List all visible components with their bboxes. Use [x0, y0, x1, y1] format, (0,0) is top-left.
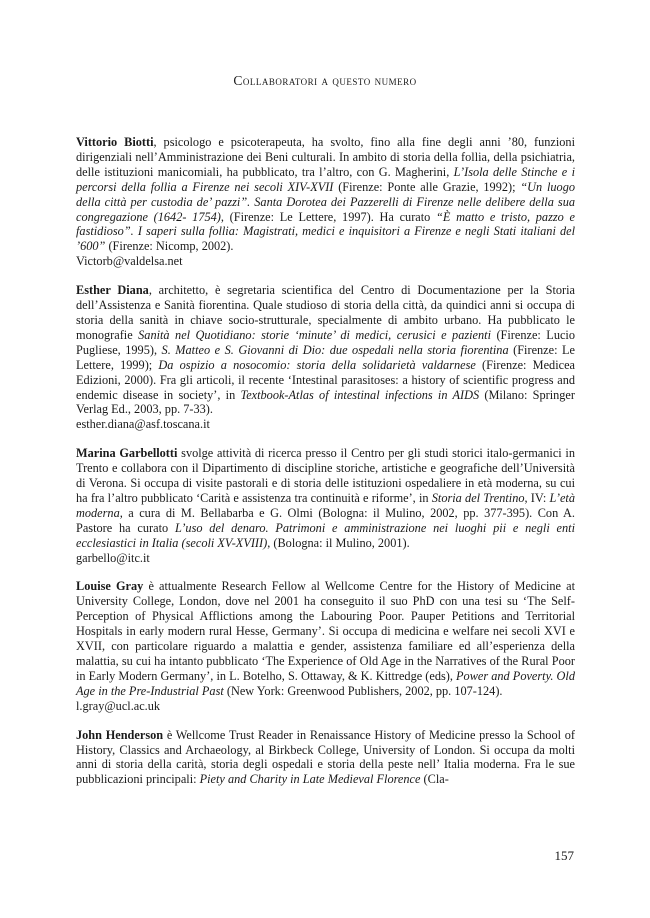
contributor-email[interactable]: esther.diana@asf.toscana.it — [76, 417, 210, 432]
bio-text: (Firenze: Ponte alle Grazie, 1992); — [333, 179, 521, 194]
contributor-entry — [76, 283, 575, 432]
title-italic: L’uso del denaro. Patrimoni e amministrazione nei luoghi pii e negli enti ecclesiastici in Italia (secoli XV-XVIII) — [76, 520, 575, 550]
contributor-entry — [76, 135, 575, 269]
bio-text: è attualmente Research Fellow al Wellcome Centre for the History of Medicine at University College, London, dove nel 2001 ha conseguito il suo PhD con una tesi su ‘The Self-Perception of Physical Afflictions among the Labouring Poor. Pauper Petitions and Territorial Hospitals in early modern rural Hesse, Germany’. Si occupa di medicina e welfare nei secoli XVI e XVII, con particolare riguardo a malattia e gender, assistenza familiare ed all’esperienza della malattia, su cui ha intanto pubblicato ‘The Experience of Old Age in the Narratives of the Rural Poor in Early Modern Germany’, in L. Botelho, S. Ottaway, & K. Kittredge (eds), — [76, 579, 575, 683]
contributor-entry — [76, 579, 575, 713]
title-italic: Sanità nel Quotidiano: storie ‘minute’ di medici, cerusici e pazienti — [138, 327, 491, 342]
bio-text: , (Firenze: Le Lettere, 1997). Ha curato — [220, 209, 437, 224]
bio-text: (Firenze: Lucio Pugliese, 1995), — [76, 327, 575, 357]
bio-text: a cura di M. Bellabarba e G. Olmi (Bologna: il Mulino, 2002, pp. 377-395). Con A. Pastore ha curato — [76, 505, 575, 535]
contributor-email[interactable]: garbello@itc.it — [76, 550, 150, 565]
title-italic: L’Isola delle Stinche e i percorsi della follia a Firenze nei secoli XIV-XVII — [76, 164, 575, 194]
title-italic: Textbook-Atlas of intestinal infections in AIDS — [240, 387, 480, 402]
title-italic: S. Matteo e S. Giovanni di Dio: due ospedali nella storia fiorentina — [161, 342, 509, 357]
contributor-name: John Henderson — [76, 727, 164, 742]
bio-text: (Milano: Springer Verlag Ed., 2003, pp. 7-33). — [76, 387, 575, 417]
title-italic: “Un luogo della città per custodia de’ pazzi”. Santa Dorotea dei Pazzerelli di Firenze nelle delibere della sua congregazione (1642- 1754) — [76, 179, 575, 224]
title-italic: Storia del Trentino — [431, 490, 525, 505]
title-italic: Power and Poverty. Old Age in the Pre-Industrial Past — [76, 668, 575, 698]
bio-text: (New York: Greenwood Publishers, 2002, pp. 107-124). — [223, 683, 503, 698]
running-head: Collaboratori a questo numero — [233, 73, 417, 88]
contributor-email[interactable]: l.gray@ucl.ac.uk — [76, 698, 161, 713]
bio-text: svolge attività di ricerca presso il Centro per gli studi storici italo-germanici in Trento e collabora con il Dipartimento di discipline storiche, artistiche e geografiche dell’Università di Verona. Si occupa di visite pastorali e di storia delle istituzioni ospedaliere in età moderna, su cui ha fra l’altro pubblicato ‘Carità e assistenza tra continuità e riforme’, in — [76, 446, 575, 505]
bio-text: (Firenze: Le Lettere, 1999); — [76, 342, 575, 372]
title-italic: “È matto e tristo, pazzo e fastidioso”. I saperi sulla follia: Magistrati, medici e inquisitori a Firenze e negli Stati italiani del ’600” — [76, 209, 575, 254]
bio-text: (Cla- — [420, 772, 449, 787]
title-italic: Piety and Charity in Late Medieval Florence — [199, 772, 421, 787]
bio-text: , psicologo e psicoterapeuta, ha svolto, fino alla fine degli anni ’80, funzioni dirigenziali nell’Amministrazione dei Beni culturali. In ambito di storia della follia, della psichiatria, delle istituzioni manicomiali, ha pubblicato, tra l’altro, con G. Magherini, — [76, 135, 575, 179]
bio-text: (Firenze: Medicea Edizioni, 2000). Fra gli articoli, il recente ‘Intestinal parasitoses: a history of scientific progress and endemic disease in society’, in — [76, 357, 575, 402]
bio-text: , IV: — [524, 490, 550, 505]
contributor-entry — [76, 446, 575, 565]
contributor-entry — [76, 728, 575, 788]
contributor-name: Esther Diana — [76, 283, 149, 298]
title-italic: L’età moderna, — [76, 490, 576, 520]
bio-text: , (Bologna: il Mulino, 2001). — [267, 535, 410, 550]
bio-text: (Firenze: Nicomp, 2002). — [105, 239, 234, 254]
bio-text: è Wellcome Trust Reader in Renaissance History of Medicine presso la School of History, Classics and Archaeology, al Birkbeck College, University of London. Si occupa da molti anni di storia della carità, storia degli ospedali e storia della peste nell’ Italia moderna. Fra le sue pubblicazioni principali: — [76, 727, 575, 787]
contributor-email[interactable]: Victorb@valdelsa.net — [76, 254, 183, 269]
bio-text: , architetto, è segretaria scientifica del Centro di Documentazione per la Storia dell’Assistenza e Sanità fiorentina. Quale studioso di storia della città, da quindici anni si occupa di storia della sanità in chiave socio-strutturale, specialmente di ambito urbano. Ha pubblicato le monografie — [76, 283, 575, 342]
contributors-list — [76, 135, 575, 801]
contributor-name: Marina Garbellotti — [76, 446, 178, 461]
contributor-name: Louise Gray — [76, 579, 144, 594]
page-number: 157 — [554, 848, 574, 863]
contributor-name: Vittorio Biotti — [76, 135, 154, 149]
title-italic: Da ospizio a nosocomio: storia della solidarietà valdarnese — [158, 357, 476, 372]
